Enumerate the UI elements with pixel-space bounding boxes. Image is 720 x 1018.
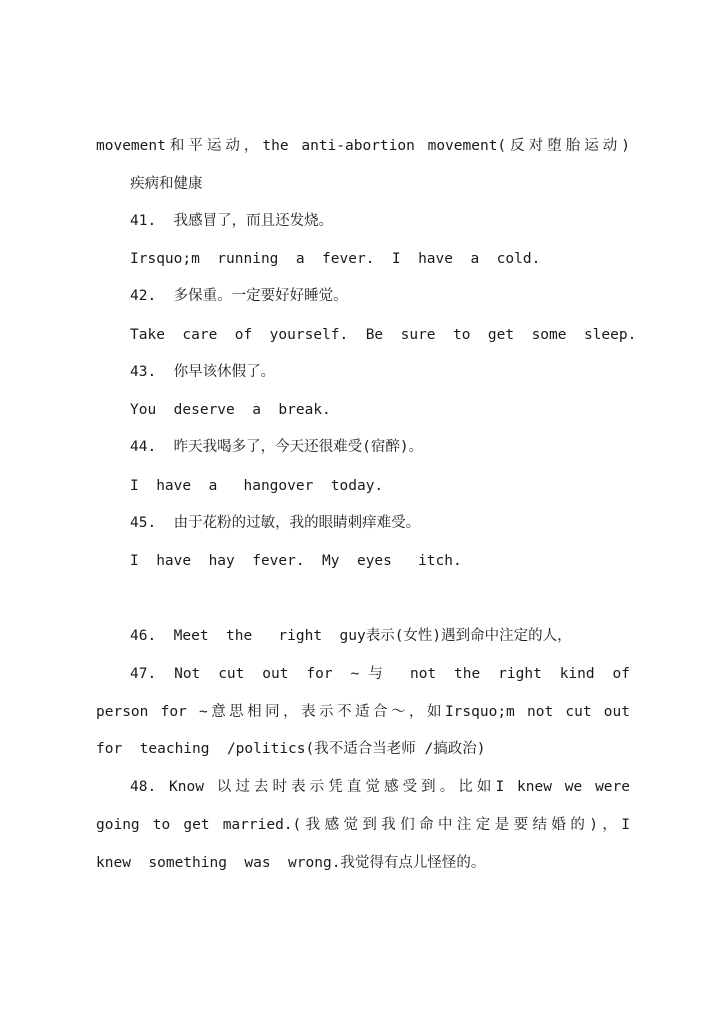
item-42-english: Take care of yourself. Be sure to get some sleep.	[130, 327, 637, 343]
item-44-chinese: 44. 昨天我喝多了，今天还很难受(宿醉)。	[130, 439, 424, 455]
item-45-english: I have hay fever. My eyes itch.	[130, 553, 462, 569]
item-48-line-3: knew something was wrong.我觉得有点儿怪怪的。	[96, 855, 486, 871]
item-48-line-1: 48. Know 以过去时表示凭直觉感受到。比如I knew we were	[130, 779, 630, 795]
text-line-movement: movement和平运动，the anti-abortion movement(反对堕胎运动)	[96, 138, 630, 154]
item-46: 46. Meet the right guy表示(女性)遇到命中注定的人，	[130, 628, 572, 644]
item-44-english: I have a hangover today.	[130, 478, 384, 494]
item-42-chinese: 42. 多保重。一定要好好睡觉。	[130, 288, 348, 304]
item-43-chinese: 43. 你早该休假了。	[130, 364, 276, 380]
item-47-line-2: person for ~意思相同，表示不适合～，如Irsquo;m not cut out	[96, 704, 630, 720]
item-48-line-2: going to get married.(我感觉到我们命中注定是要结婚的)，I	[96, 817, 630, 833]
item-43-english: You deserve a break.	[130, 402, 331, 418]
item-45-chinese: 45. 由于花粉的过敏，我的眼睛刺痒难受。	[130, 515, 421, 531]
item-47-line-3: for teaching /politics(我不适合当老师 /搞政治)	[96, 741, 486, 757]
section-heading-health: 疾病和健康	[130, 176, 203, 192]
item-41-chinese: 41. 我感冒了，而且还发烧。	[130, 213, 334, 229]
item-47-line-1: 47. Not cut out for ~与 not the right kind of	[130, 666, 630, 682]
item-41-english: Irsquo;m running a fever. I have a cold.	[130, 251, 541, 267]
